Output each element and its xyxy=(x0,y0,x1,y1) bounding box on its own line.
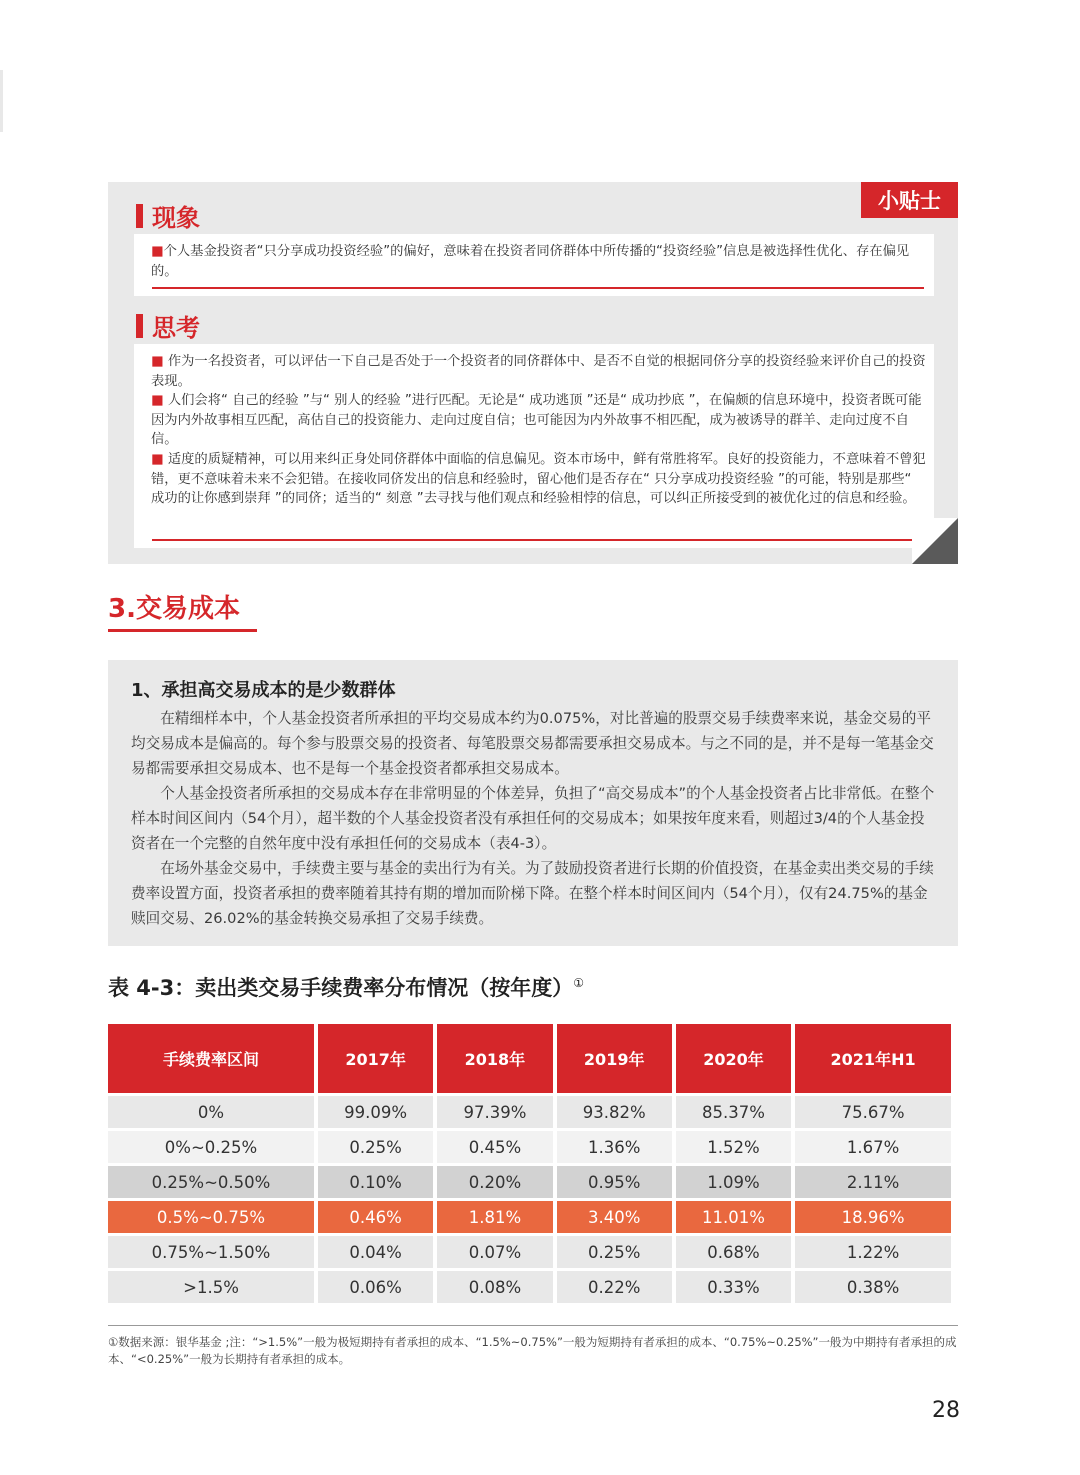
page-curl-icon xyxy=(912,518,958,564)
table-cell: 0% xyxy=(108,1096,314,1128)
section-subheading: 1、承担高交易成本的是少数群体 xyxy=(131,680,396,701)
table-cell: 0.10% xyxy=(318,1166,433,1198)
table-cell: 0.04% xyxy=(318,1236,433,1268)
page-number: 28 xyxy=(932,1398,960,1423)
table-cell: 1.67% xyxy=(795,1131,951,1163)
body-paragraph: 在场外基金交易中，手续费主要与基金的卖出行为有关。为了鼓励投资者进行长期的价值投资，在基金卖出类交易的手续费率设置方面，投资者承担的费率随着其持有期的增加而阶梯下降。在整个样本时间区间内（54个月），仅有24.75%的基金赎回交易、26.02%的基金转换交易承担了交易手续费。 xyxy=(131,860,934,927)
table-row xyxy=(108,1096,951,1128)
table-cell: 0.25% xyxy=(318,1131,433,1163)
table-row xyxy=(108,1166,951,1198)
table-cell: 1.09% xyxy=(676,1166,791,1198)
panel-divider xyxy=(152,539,924,541)
table-cell: 18.96% xyxy=(795,1201,951,1233)
table-cell: 1.36% xyxy=(557,1131,672,1163)
table-cell: 1.22% xyxy=(795,1236,951,1268)
table-cell: 85.37% xyxy=(676,1096,791,1128)
thinking-heading xyxy=(136,308,200,343)
table-cell: 0.38% xyxy=(795,1271,951,1303)
table-cell: 97.39% xyxy=(437,1096,552,1128)
thinking-panel xyxy=(134,344,934,548)
table-cell: 0.20% xyxy=(437,1166,552,1198)
bullet-square-icon: ■ xyxy=(151,244,164,259)
table-cell: 0.25%~0.50% xyxy=(108,1166,314,1198)
table-row-highlighted xyxy=(108,1201,951,1233)
table-cell: 0.08% xyxy=(437,1271,552,1303)
thinking-paragraph: ■ 人们会将“ 自己的经验 ”与“ 别人的经验 ”进行匹配。无论是“ 成功逃顶 ”还是“ 成功抄底 ”，在偏颇的信息环境中，投资者既可能因为内外故事相互匹配，高估自己的投资能力、走向过度自信；也可能因为内外故事不相匹配，成为被诱导的群羊、走向过度不自信。 xyxy=(151,393,922,448)
page-edge-mark xyxy=(0,70,3,132)
table-header: 2019年 xyxy=(557,1024,672,1093)
table-cell: 0.45% xyxy=(437,1131,552,1163)
table-cell: 0.75%~1.50% xyxy=(108,1236,314,1268)
table-cell: 0.06% xyxy=(318,1271,433,1303)
section-heading-underline xyxy=(108,629,257,632)
body-paragraph: 在精细样本中，个人基金投资者所承担的平均交易成本约为0.075%，对比普遍的股票交易手续费率来说，基金交易的平均交易成本是偏高的。每个参与股票交易的投资者、每笔股票交易都需要承担交易成本。与之不同的是，并不是每一笔基金交易都需要承担交易成本、也不是每一个基金投资者都承担交易成本。 xyxy=(131,710,934,777)
fee-rate-table xyxy=(104,1021,955,1306)
table-footnote: ①数据来源：银华基金 ;注：“>1.5%”一般为极短期持有者承担的成本、“1.5%~0.75%”一般为短期持有者承担的成本、“0.75%~0.25%”一般为中期持有者承担的成本、“<0.25%”一般为长期持有者承担的成本。 xyxy=(108,1335,957,1366)
table-cell: 2.11% xyxy=(795,1166,951,1198)
table-header: 2020年 xyxy=(676,1024,791,1093)
tips-box xyxy=(108,182,958,564)
table-cell: >1.5% xyxy=(108,1271,314,1303)
phenomenon-paragraph: ■个人基金投资者“只分享成功投资经验”的偏好，意味着在投资者同侪群体中所传播的“投资经验”信息是被选择性优化、存在偏见的。 xyxy=(151,244,910,279)
thinking-paragraph: ■ 适度的质疑精神，可以用来纠正身处同侪群体中面临的信息偏见。资本市场中，鲜有常胜将军。良好的投资能力，不意味着不曾犯错，更不意味着未来不会犯错。在接收同侪发出的信息和经验时，留心他们是否存在“ 只分享成功投资经验 ”的可能，特别是那些“ 成功的让你感到崇拜 ”的同侪；适当的“ 刻意 ”去寻找与他们观点和经验相悖的信息，可以纠正所接受到的被优化过的信息和经验。 xyxy=(151,451,926,507)
table-cell: 0.33% xyxy=(676,1271,791,1303)
table-cell: 93.82% xyxy=(557,1096,672,1128)
table-cell: 1.81% xyxy=(437,1201,552,1233)
table-header: 2021年H1 xyxy=(795,1024,951,1093)
body-paragraph: 个人基金投资者所承担的交易成本存在非常明显的个体差异，负担了“高交易成本”的个人基金投资者占比非常低。在整个样本时间区间内（54个月），超半数的个人基金投资者没有承担任何的交易成本；如果按年度来看，则超过3/4的个人基金投资者在一个完整的自然年度中没有承担任何的交易成本（表4-3）。 xyxy=(131,785,935,852)
table-cell: 3.40% xyxy=(557,1201,672,1233)
table-cell: 0.95% xyxy=(557,1166,672,1198)
section-text-box xyxy=(108,660,958,946)
table-cell: 99.09% xyxy=(318,1096,433,1128)
bullet-square-icon: ■ xyxy=(151,451,164,467)
footnote-divider xyxy=(108,1325,958,1326)
phenomenon-heading xyxy=(136,198,200,233)
table-header: 2017年 xyxy=(318,1024,433,1093)
table-cell: 0.07% xyxy=(437,1236,552,1268)
bullet-square-icon: ■ xyxy=(151,393,164,409)
table-cell: 0.68% xyxy=(676,1236,791,1268)
table-row xyxy=(108,1236,951,1268)
bullet-square-icon: ■ xyxy=(151,354,164,369)
tips-badge: 小贴士 xyxy=(861,182,958,218)
panel-divider xyxy=(152,287,924,289)
table-header-row xyxy=(108,1024,951,1093)
thinking-paragraph: ■ 作为一名投资者，可以评估一下自己是否处于一个投资者的同侪群体中、是否不自觉的根据同侪分享的投资经验来评价自己的投资表现。 xyxy=(151,354,926,389)
phenomenon-title: 现象 xyxy=(152,204,200,232)
heading-bar xyxy=(136,314,143,338)
table-cell: 0%~0.25% xyxy=(108,1131,314,1163)
footnote-mark: ① xyxy=(573,976,585,990)
table-row xyxy=(108,1131,951,1163)
table-cell: 1.52% xyxy=(676,1131,791,1163)
table-cell: 0.22% xyxy=(557,1271,672,1303)
table-cell: 0.25% xyxy=(557,1236,672,1268)
phenomenon-panel xyxy=(134,234,934,296)
table-cell: 0.5%~0.75% xyxy=(108,1201,314,1233)
heading-bar xyxy=(136,204,143,228)
table-cell: 0.46% xyxy=(318,1201,433,1233)
table-row xyxy=(108,1271,951,1303)
table-title: 表 4-3：卖出类交易手续费率分布情况（按年度）① xyxy=(108,976,585,1000)
table-cell: 11.01% xyxy=(676,1201,791,1233)
section-heading: 3.交易成本 xyxy=(108,594,240,624)
table-cell: 75.67% xyxy=(795,1096,951,1128)
thinking-title: 思考 xyxy=(152,314,200,342)
table-header: 2018年 xyxy=(437,1024,552,1093)
table-header: 手续费率区间 xyxy=(108,1024,314,1093)
